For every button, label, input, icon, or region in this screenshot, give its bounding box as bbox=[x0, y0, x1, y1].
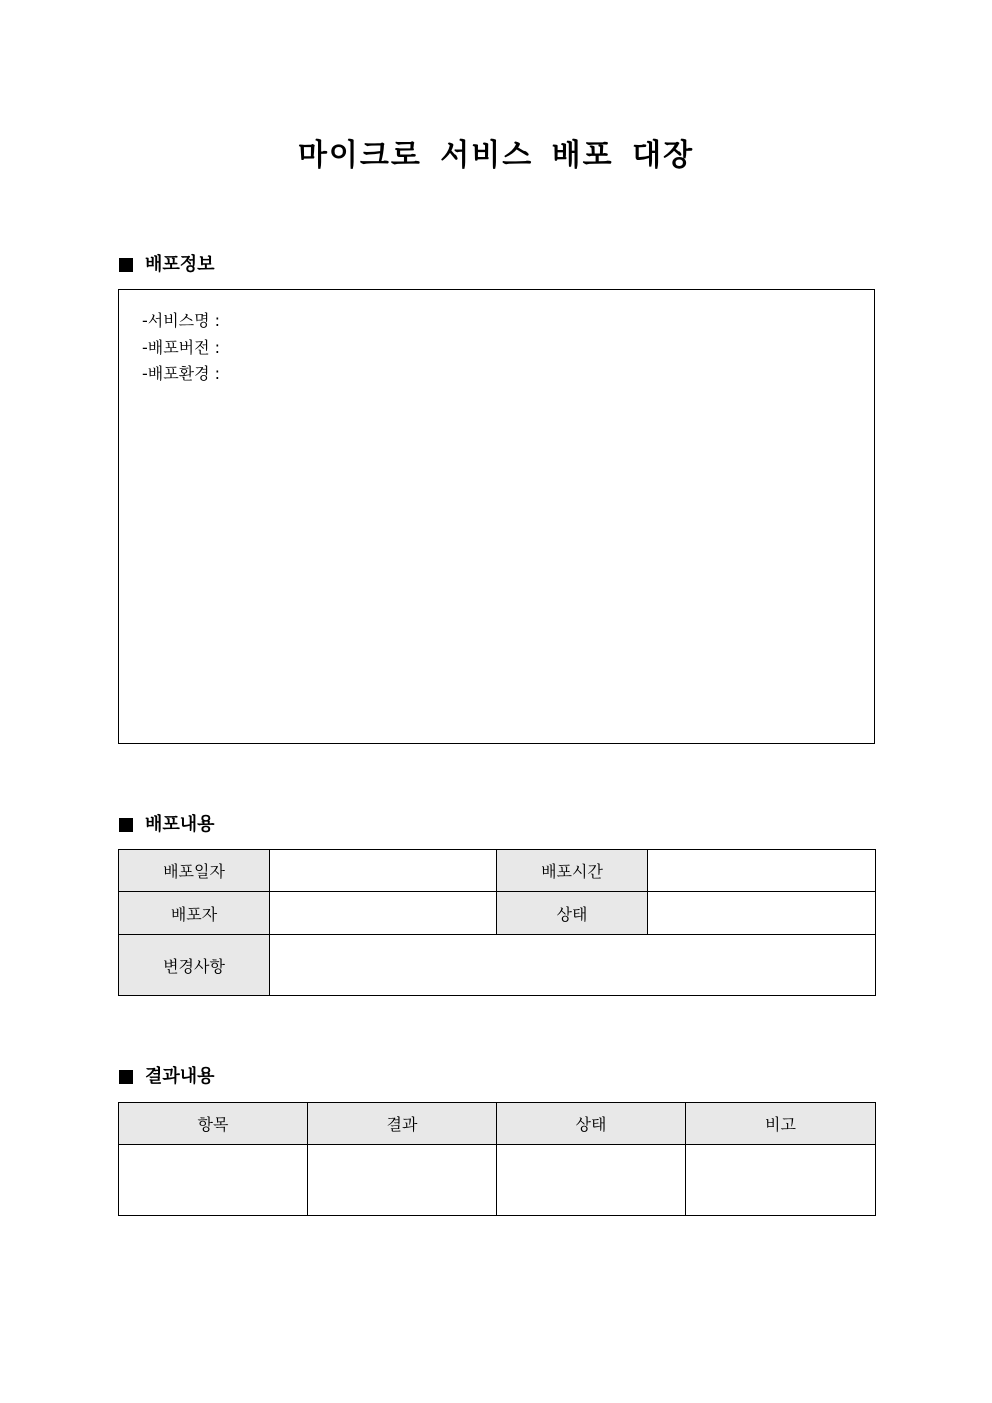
status-cell[interactable] bbox=[497, 1145, 686, 1216]
table-row bbox=[119, 1145, 876, 1216]
deploy-info-heading-label: 배포정보 bbox=[145, 254, 215, 275]
column-header-item: 항목 bbox=[119, 1103, 308, 1145]
column-header-result: 결과 bbox=[308, 1103, 497, 1145]
result-content-table bbox=[118, 1102, 876, 1216]
deploy-content-heading bbox=[119, 813, 215, 837]
deployer-cell[interactable] bbox=[270, 892, 497, 935]
deploy-time-cell[interactable] bbox=[648, 850, 876, 892]
deploy-content-table bbox=[118, 849, 876, 996]
note-cell[interactable] bbox=[686, 1145, 876, 1216]
result-content-heading-label: 결과내용 bbox=[145, 1066, 215, 1087]
service-name-line: -서비스명 : bbox=[142, 311, 221, 330]
deploy-info-heading bbox=[119, 253, 215, 277]
table-row bbox=[119, 892, 876, 935]
table-row bbox=[119, 935, 876, 996]
result-cell[interactable] bbox=[308, 1145, 497, 1216]
deploy-info-list bbox=[119, 290, 874, 388]
status-label: 상태 bbox=[497, 892, 648, 935]
changes-cell[interactable] bbox=[270, 935, 876, 996]
deploy-version-line: -배포버전 : bbox=[142, 337, 221, 357]
deploy-date-cell[interactable] bbox=[270, 850, 497, 892]
square-bullet-icon bbox=[119, 1070, 133, 1084]
document-title: 마이크로 서비스 배포 대장 bbox=[297, 138, 695, 173]
deploy-info-box[interactable] bbox=[118, 289, 875, 744]
deploy-content-heading-label: 배포내용 bbox=[145, 814, 215, 835]
item-cell[interactable] bbox=[119, 1145, 308, 1216]
deploy-date-label: 배포일자 bbox=[119, 850, 270, 892]
result-content-heading bbox=[119, 1065, 215, 1089]
square-bullet-icon bbox=[119, 258, 133, 272]
deploy-time-label: 배포시간 bbox=[497, 850, 648, 892]
column-header-status: 상태 bbox=[497, 1103, 686, 1145]
deploy-environment-line: -배포환경 : bbox=[142, 364, 221, 383]
status-cell[interactable] bbox=[648, 892, 876, 935]
square-bullet-icon bbox=[119, 818, 133, 832]
deployer-label: 배포자 bbox=[119, 892, 270, 935]
table-header-row bbox=[119, 1103, 876, 1145]
table-row bbox=[119, 850, 876, 892]
column-header-note: 비고 bbox=[686, 1103, 876, 1145]
changes-label: 변경사항 bbox=[119, 935, 270, 996]
